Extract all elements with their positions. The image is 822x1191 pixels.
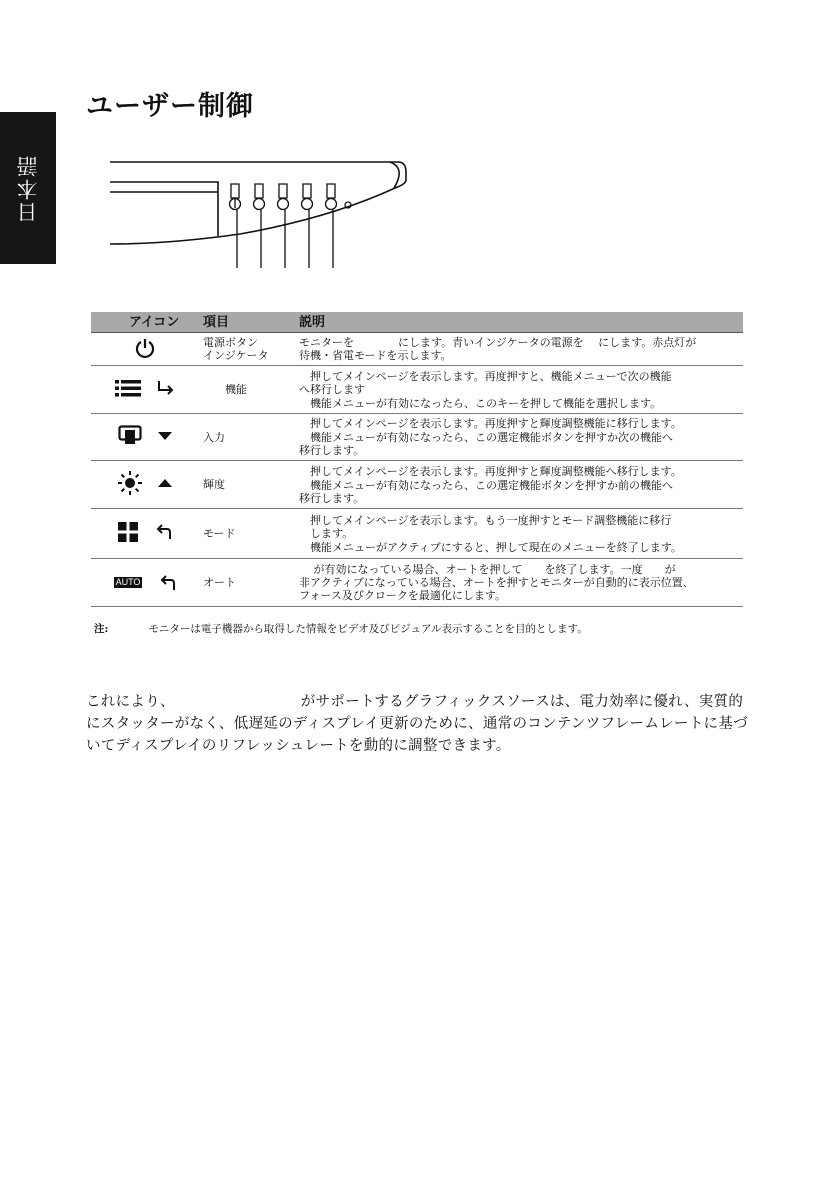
table-row [91, 414, 743, 461]
table-note [94, 621, 588, 636]
description-text: 押してメインページを表示します。もう一度押すとモード調整機能に移行 します。 [309, 513, 672, 540]
description-cell [295, 366, 743, 414]
item-cell: 電源ボタン インジケータ [199, 333, 295, 366]
return-arrow-icon [154, 524, 172, 540]
item-cell: 輝度 [199, 461, 295, 509]
description-text: 機能メニューが有効になったら、この選定機能ボタンを押すか前の機能へ 移行します。 [299, 478, 673, 505]
table-row [91, 366, 743, 414]
description-text: 押してメインページを表示します。再度押すと輝度調整機能に移行します。 [299, 417, 682, 430]
page-title: ユーザー制御 [86, 91, 254, 122]
power-icon [134, 337, 156, 359]
item-cell: オート [199, 559, 295, 607]
description-cell [295, 461, 743, 509]
description-text: が有効になっている場合、オートを押して を終了します。一度 が 非アクティブになっている場合、オートを押すとモニターが自動的に表示位置、 フォース及びクロークを最適化にします。 [299, 563, 694, 602]
enter-arrow-icon [157, 380, 175, 396]
description-cell [295, 509, 743, 559]
item-cell: モード [199, 509, 295, 559]
header-icon: アイコン [91, 312, 199, 333]
note-label: 注: [94, 623, 109, 635]
mode-grid-icon [118, 522, 138, 542]
icon-cell [91, 461, 199, 509]
description-text: 機能メニューが有効になったら、この選定機能ボタンを押すか次の機能へ 移行します。 [299, 431, 673, 457]
language-side-tab [0, 112, 56, 264]
table-row [91, 559, 743, 607]
header-description: 説明 [295, 312, 743, 333]
controls-table [91, 312, 743, 607]
icon-cell [91, 414, 199, 461]
auto-badge-text: AUTO [115, 577, 141, 587]
note-text: モニターは電子機器から取得した情報をビデオ及びビジュアル表示することを目的とします。 [148, 623, 588, 635]
description-cell [295, 333, 743, 366]
auto-label-icon [114, 577, 143, 588]
description-text: モニターを にします。青いインジケータの電源を にします。赤点灯が 待機・省電モードを示します。 [299, 336, 697, 362]
header-item: 項目 [199, 312, 295, 333]
table-row [91, 461, 743, 509]
brightness-sun-icon [118, 471, 142, 495]
input-source-icon [118, 425, 142, 447]
table-row [91, 509, 743, 559]
icon-cell [91, 333, 199, 366]
down-triangle-icon [158, 431, 172, 441]
return-arrow-icon [158, 575, 176, 591]
language-label: 日本語 [16, 153, 40, 223]
icon-cell [91, 366, 199, 414]
description-text: 機能メニューが有効になったら、このキーを押して機能を選択します。 [299, 396, 662, 410]
item-cell: 入力 [199, 414, 295, 461]
description-text: 押してメインページを表示します。再度押すと輝度調整機能へ移行します。 [299, 464, 682, 478]
monitor-bezel-illustration [90, 158, 420, 274]
description-cell [295, 414, 743, 461]
menu-list-icon [115, 379, 141, 397]
icon-cell [91, 559, 199, 607]
up-triangle-icon [158, 478, 172, 488]
body-paragraph: これにより、 がサポートするグラフィックスソースは、電力効率に優れ、実質的にスタッターがなく、低遅延のディスプレイ更新のために、通常のコンテンツフレームレートに基づいてディスプレイのリフレッシュレートを動的に調整できます。 [86, 694, 748, 754]
table-header-row [91, 312, 743, 333]
description-text: 機能メニューがアクティブにすると、押して現在のメニューを終了します。 [299, 540, 682, 554]
item-cell: 機能 [199, 366, 295, 414]
description-cell [295, 559, 743, 607]
description-text: 押してメインページを表示します。再度押すと、機能メニューで次の機能 へ移行します [299, 369, 672, 396]
icon-cell [91, 509, 199, 559]
table-row [91, 333, 743, 366]
